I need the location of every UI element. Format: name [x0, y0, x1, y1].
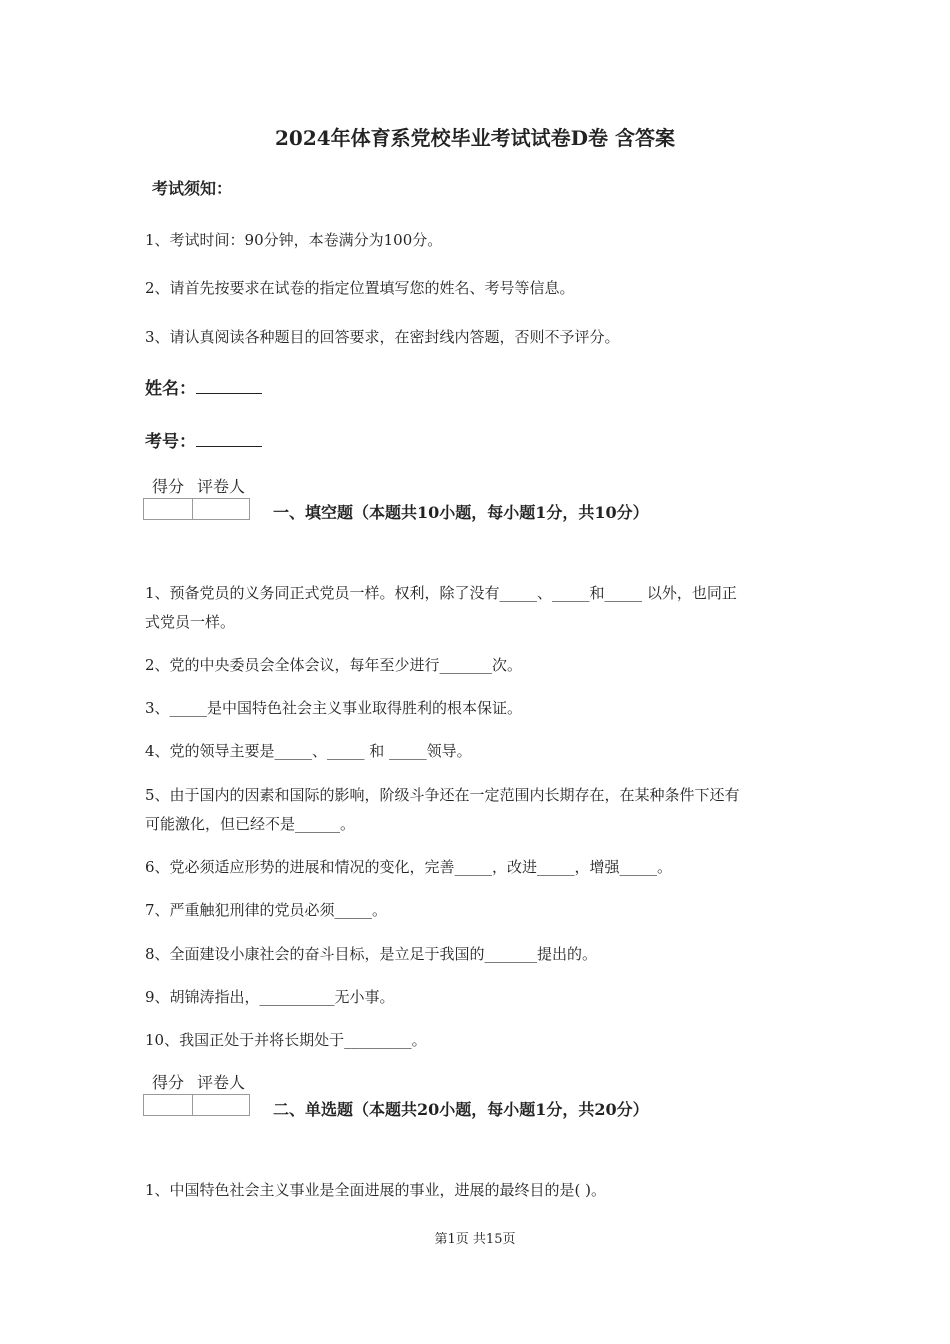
notice-heading: 考试须知： — [152, 179, 233, 198]
name-field — [145, 374, 262, 399]
question-4: 4、党的领导主要是_____、_____ 和 _____领导。 — [145, 742, 472, 760]
grader-label: 评卷人 — [193, 473, 250, 499]
page-title: 2024年体育系党校毕业考试试卷D卷 含答案 — [275, 126, 675, 150]
score-cell[interactable] — [144, 499, 193, 520]
question-9: 9、胡锦涛指出，__________无小事。 — [145, 988, 395, 1006]
mc-question-1: 1、中国特色社会主义事业是全面进展的事业，进展的最终目的是( )。 — [145, 1181, 607, 1199]
section2-heading: 二、单选题（本题共20小题，每小题1分，共20分） — [273, 1100, 649, 1119]
question-10: 10、我国正处于并将长期处于_________。 — [145, 1031, 427, 1049]
question-5-line1: 5、由于国内的因素和国际的影响，阶级斗争还在一定范围内长期存在，在某种条件下还有 — [145, 786, 740, 804]
grader-cell[interactable] — [193, 499, 250, 520]
question-1-line2: 式党员一样。 — [145, 613, 236, 631]
score-table-1 — [143, 473, 250, 520]
id-blank[interactable] — [196, 430, 262, 447]
question-3: 3、_____是中国特色社会主义事业取得胜利的根本保证。 — [145, 699, 523, 717]
section1-heading: 一、填空题（本题共10小题，每小题1分，共10分） — [273, 503, 649, 522]
name-label: 姓名： — [145, 379, 196, 399]
score-cell[interactable] — [144, 1095, 193, 1116]
question-6: 6、党必须适应形势的进展和情况的变化，完善_____，改进_____，增强_____。 — [145, 858, 673, 876]
question-8: 8、全面建设小康社会的奋斗目标，是立足于我国的_______提出的。 — [145, 945, 598, 963]
score-label: 得分 — [144, 1069, 193, 1095]
score-label: 得分 — [144, 473, 193, 499]
question-2: 2、党的中央委员会全体会议，每年至少进行_______次。 — [145, 656, 523, 674]
grader-cell[interactable] — [193, 1095, 250, 1116]
name-blank[interactable] — [196, 377, 262, 394]
notice-item: 3、请认真阅读各种题目的回答要求，在密封线内答题，否则不予评分。 — [145, 328, 620, 346]
score-table-2 — [143, 1069, 250, 1116]
question-5-line2: 可能激化，但已经不是______。 — [145, 815, 356, 833]
grader-label: 评卷人 — [193, 1069, 250, 1095]
page-footer: 第1页 共15页 — [434, 1232, 516, 1247]
id-field — [145, 427, 262, 452]
notice-item: 1、考试时间：90分钟，本卷满分为100分。 — [145, 231, 443, 249]
id-label: 考号： — [145, 432, 196, 452]
notice-item: 2、请首先按要求在试卷的指定位置填写您的姓名、考号等信息。 — [145, 279, 575, 297]
question-1-line1: 1、预备党员的义务同正式党员一样。权利，除了没有_____、_____和_____ 以外，也同正 — [145, 584, 737, 602]
question-7: 7、严重触犯刑律的党员必须_____。 — [145, 901, 388, 919]
